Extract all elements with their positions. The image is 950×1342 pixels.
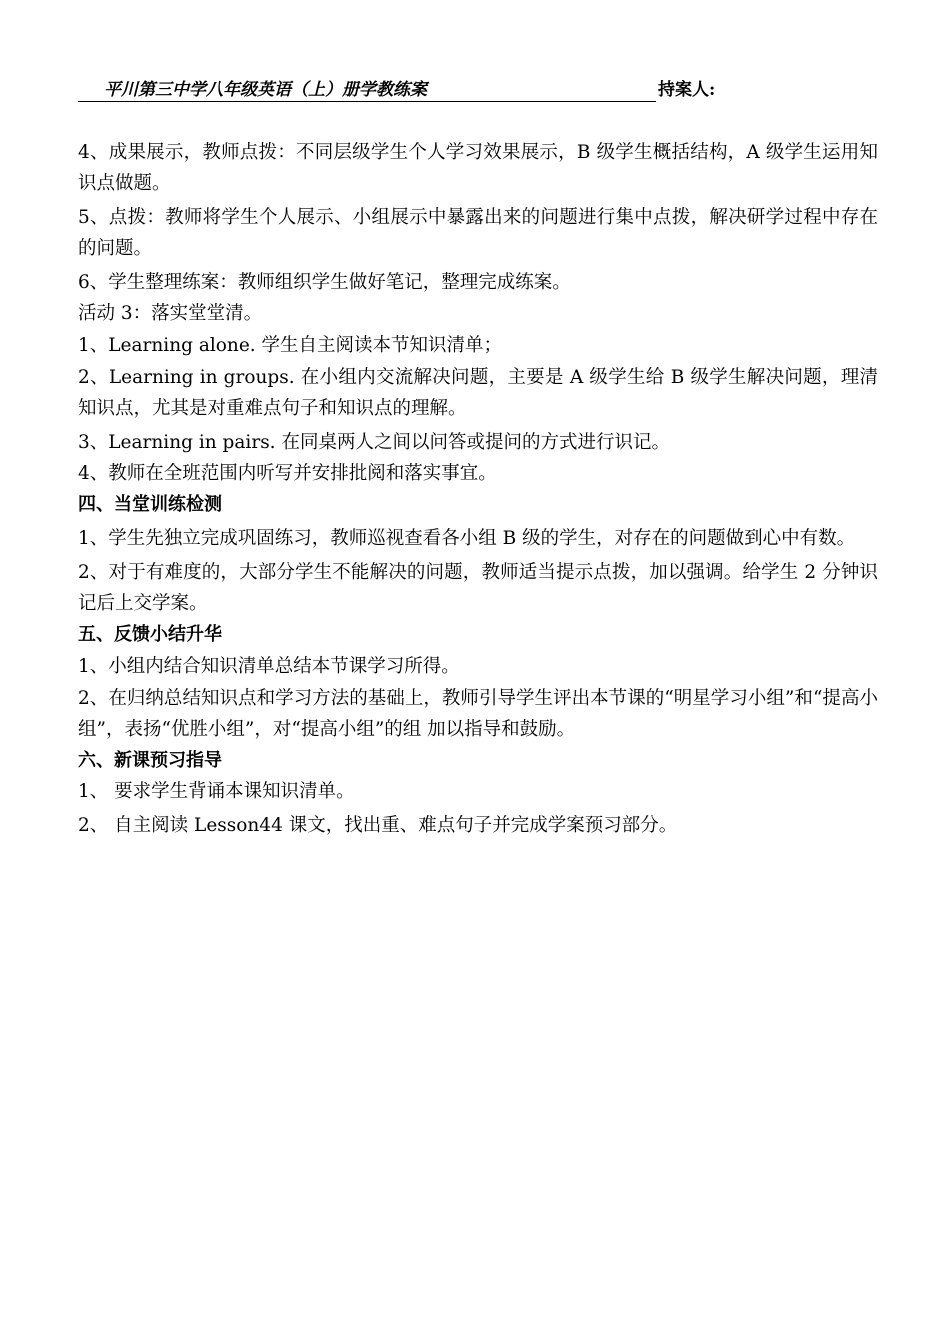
page-header <box>78 78 878 104</box>
paragraph-guidance: 5、点拨：教师将学生个人展示、小组展示中暴露出来的问题进行集中点拨，解决研学过程中存在的问题。 <box>78 207 878 259</box>
paragraph-learning-groups: 2、Learning in groups. 在小组内交流解决问题，主要是 A 级学生给 B 级学生解决问题，理清知识点，尤其是对重难点句子和知识点的理解。 <box>78 367 878 419</box>
document-body <box>78 137 878 841</box>
paragraph-practice-2: 2、对于有难度的，大部分学生不能解决的问题，教师适当提示点拨，加以强调。给学生 2 分钟识记后上交学案。 <box>78 562 878 614</box>
paragraph-summary-1: 1、小组内结合知识清单总结本节课学习所得。 <box>78 656 460 677</box>
paragraph-practice-1: 1、学生先独立完成巩固练习，教师巡视查看各小组 B 级的学生，对存在的问题做到心中有数。 <box>78 528 856 549</box>
paragraph-preview-2: 2、 自主阅读 Lesson44 课文，找出重、难点句子并完成学案预习部分。 <box>78 815 678 836</box>
paragraph-learning-pairs: 3、Learning in pairs. 在同桌两人之间以问答或提问的方式进行识记。 <box>78 432 670 453</box>
paragraph-learning-alone: 1、Learning alone. 学生自主阅读本节知识清单； <box>78 335 503 356</box>
paragraph-dictation: 4、教师在全班范围内听写并安排批阅和落实事宜。 <box>78 463 497 484</box>
section-heading-5: 五、反馈小结升华 <box>78 624 222 645</box>
paragraph-preview-1: 1、 要求学生背诵本课知识清单。 <box>78 781 355 802</box>
paragraph-activity-3: 活动 3：落实堂堂清。 <box>78 303 263 324</box>
paragraph-organize-notes: 6、学生整理练案：教师组织学生做好笔记，整理完成练案。 <box>78 272 571 293</box>
header-owner-label: 持案人: <box>658 80 716 100</box>
header-title: 平川第三中学八年级英语（上）册学教练案 <box>78 78 656 102</box>
paragraph-summary-2: 2、在归纳总结知识点和学习方法的基础上，教师引导学生评出本节课的“明星学习小组”和“提高小组”，表扬“优胜小组”，对“提高小组”的组 加以指导和鼓励。 <box>78 688 878 740</box>
section-heading-6: 六、新课预习指导 <box>78 750 222 771</box>
paragraph-result-display: 4、成果展示，教师点拨：不同层级学生个人学习效果展示，B 级学生概括结构，A 级学生运用知识点做题。 <box>78 142 878 194</box>
section-heading-4: 四、当堂训练检测 <box>78 494 222 515</box>
